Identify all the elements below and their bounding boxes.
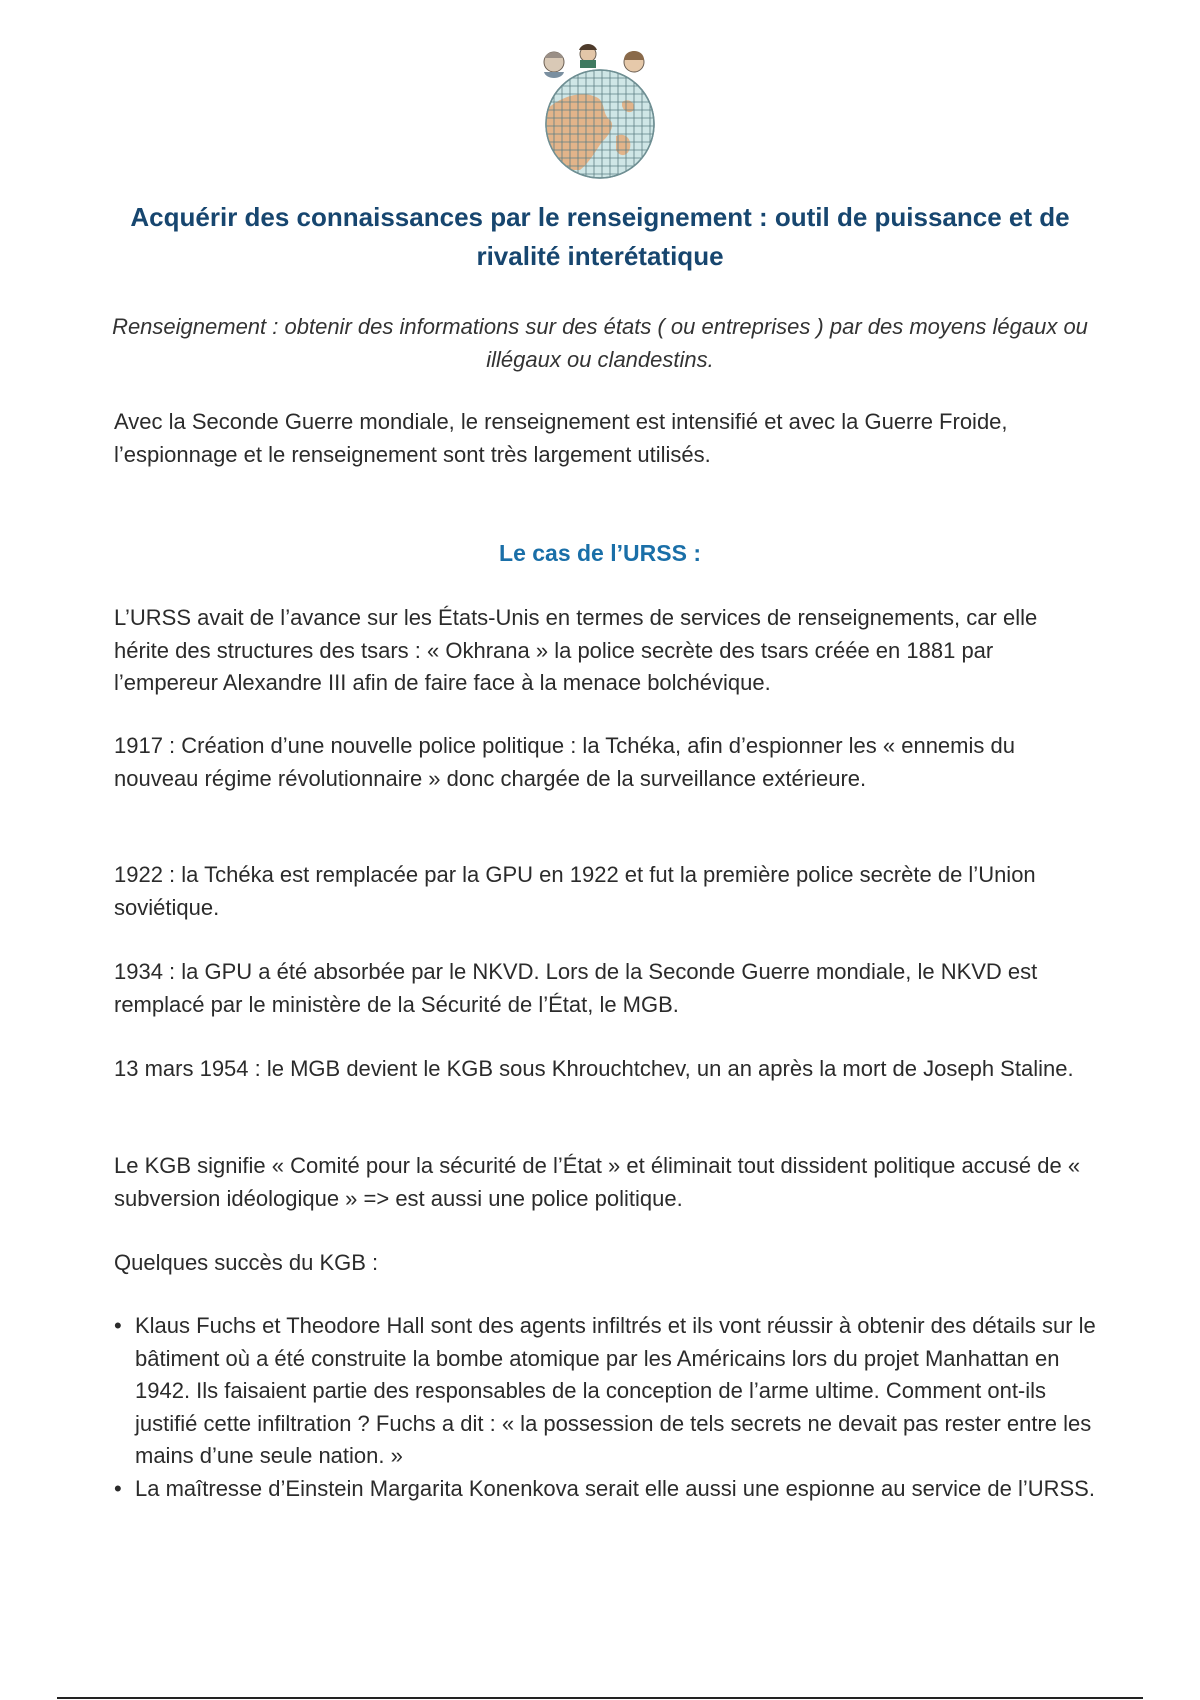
paragraph-1922: 1922 : la Tchéka est remplacée par la GPU en 1922 et fut la première police secrète de l’Union soviétique. bbox=[114, 862, 1036, 920]
footer-divider bbox=[57, 1697, 1143, 1699]
person-left-icon bbox=[544, 52, 564, 78]
list-item-text: La maîtresse d’Einstein Margarita Konenkova serait elle aussi une espionne au service de l’URSS. bbox=[135, 1475, 1095, 1501]
person-center-icon bbox=[579, 44, 597, 68]
paragraph-1934: 1934 : la GPU a été absorbée par le NKVD. Lors de la Seconde Guerre mondiale, le NKVD est remplacé par le ministère de la Sécurité de l’État, le MGB. bbox=[114, 959, 1038, 1017]
globe-with-people-icon bbox=[532, 40, 668, 188]
globe-icon bbox=[542, 70, 658, 180]
page-title: Acquérir des connaissances par le renseignement : outil de puissance et de rivalité interétatique bbox=[130, 202, 1070, 271]
list-item-text: Klaus Fuchs et Theodore Hall sont des agents infiltrés et ils vont réussir à obtenir des détails sur le bâtiment où a été construite la bombe atomique par les Américains lors du projet Manhattan en 1942. Ils faisaient partie des responsables de la conception de l’arme ultime. Comment ont-ils justifié cette infiltration ? Fuchs a dit : « la possession de tels secrets ne devait pas rester entre les mains d’une seule nation. » bbox=[135, 1313, 1096, 1468]
kgb-successes-list bbox=[114, 1310, 1104, 1505]
paragraph-kgb: Le KGB signifie « Comité pour la sécurité de l’État » et éliminait tout dissident politique accusé de « subversion idéologique » => est aussi une police politique. bbox=[114, 1153, 1081, 1211]
bullet-icon: • bbox=[114, 1475, 122, 1501]
list-item bbox=[114, 1473, 1104, 1506]
paragraph-1917: 1917 : Création d’une nouvelle police politique : la Tchéka, afin d’espionner les « ennemis du nouveau régime révolutionnaire » donc chargée de la surveillance extérieure. bbox=[114, 733, 1015, 791]
list-item bbox=[114, 1310, 1104, 1473]
section-title: Le cas de l’URSS : bbox=[499, 540, 701, 566]
paragraph-okhrana: L’URSS avait de l’avance sur les États-Unis en termes de services de renseignements, car elle hérite des structures des tsars : « Okhrana » la police secrète des tsars créée en 1881 par l’empereur Alexandre III afin de faire face à la menace bolchévique. bbox=[114, 605, 1038, 695]
person-right-icon bbox=[624, 51, 644, 72]
definition-text: Renseignement : obtenir des informations sur des états ( ou entreprises ) par des moyens légaux ou illégaux ou clandestins. bbox=[112, 314, 1088, 372]
bullet-icon: • bbox=[114, 1313, 122, 1338]
paragraph-kgb-successes: Quelques succès du KGB : bbox=[114, 1250, 379, 1275]
paragraph-1954: 13 mars 1954 : le MGB devient le KGB sous Khrouchtchev, un an après la mort de Joseph Staline. bbox=[114, 1056, 1074, 1081]
intro-paragraph: Avec la Seconde Guerre mondiale, le renseignement est intensifié et avec la Guerre Froide, l’espionnage et le renseignement sont très largement utilisés. bbox=[114, 409, 1008, 467]
